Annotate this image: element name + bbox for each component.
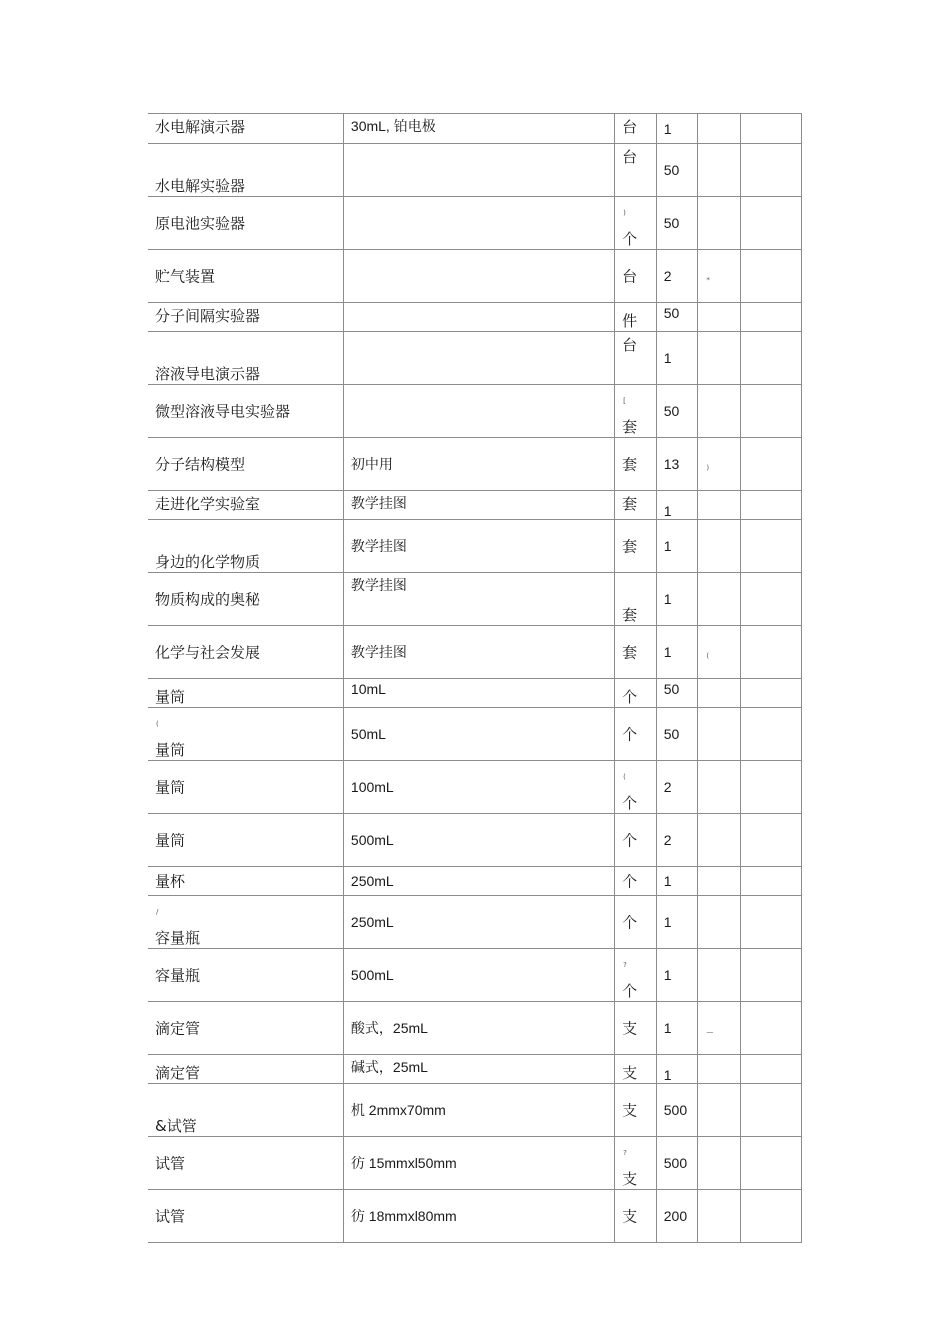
qty-text: 2: [663, 832, 672, 848]
cell-spec: [343, 626, 614, 679]
cell-blank: [698, 332, 741, 385]
cell-spec: [343, 520, 614, 573]
cell-unit: [615, 679, 657, 708]
cell-name: [148, 197, 343, 250]
scan-mark: ?: [623, 961, 627, 969]
spec-text: 100mL: [350, 779, 394, 795]
name-text: 滴定管: [155, 1064, 201, 1082]
cell-name: [148, 303, 343, 332]
table-row: [148, 1137, 802, 1190]
cell-unit: [615, 250, 657, 303]
qty-text: 2: [663, 779, 672, 795]
cell-qty: [656, 949, 698, 1002]
cell-blank: [741, 520, 802, 573]
table-row: [148, 679, 802, 708]
qty-text: 1: [663, 1067, 672, 1083]
cell-name: [148, 438, 343, 491]
cell-unit: [615, 1002, 657, 1055]
cell-blank: [698, 520, 741, 573]
cell-blank: [741, 949, 802, 1002]
cell-blank: [741, 114, 802, 144]
qty-text: 500: [663, 1155, 688, 1171]
scan-mark: (: [156, 720, 159, 728]
qty-text: 50: [663, 681, 680, 697]
name-text: 物质构成的奥秘: [155, 590, 261, 609]
cell-unit: [615, 867, 657, 896]
cell-name: [148, 626, 343, 679]
spec-text: 50mL: [350, 726, 386, 742]
cell-blank: [698, 491, 741, 520]
unit-text: 个: [622, 982, 638, 1000]
qty-text: 2: [663, 268, 672, 284]
cell-unit: [615, 708, 657, 761]
table-row: [148, 1190, 802, 1243]
table-row: [148, 761, 802, 814]
cell-blank: [741, 332, 802, 385]
cell-spec: [343, 708, 614, 761]
unit-text: 台: [622, 148, 638, 166]
cell-name: [148, 949, 343, 1002]
unit-text: 台: [622, 118, 638, 136]
cell-blank: [741, 708, 802, 761]
cell-spec: [343, 1190, 614, 1243]
cell-blank: [698, 814, 741, 867]
cell-spec: [343, 896, 614, 949]
name-text: 分子结构模型: [155, 455, 246, 474]
unit-text: 套: [622, 418, 638, 436]
name-text: 水电解演示器: [155, 118, 246, 136]
cell-blank: [698, 197, 741, 250]
cell-spec: [343, 385, 614, 438]
name-text: 溶液导电演示器: [155, 365, 261, 383]
name-text: 量筒: [155, 741, 186, 759]
cell-unit: [615, 303, 657, 332]
spec-text: 彷 15mmxl50mm: [350, 1155, 457, 1171]
cell-blank: [741, 303, 802, 332]
cell-unit: [615, 520, 657, 573]
unit-text: 支: [622, 1019, 638, 1038]
cell-spec: [343, 1137, 614, 1190]
cell-name: [148, 708, 343, 761]
cell-unit: [615, 144, 657, 197]
scan-mark: *: [706, 276, 710, 284]
spec-text: 教学挂图: [350, 495, 407, 511]
qty-text: 1: [663, 503, 672, 519]
unit-text: 支: [622, 1101, 638, 1120]
table-row: [148, 491, 802, 520]
cell-spec: [343, 250, 614, 303]
name-text: 化学与社会发展: [155, 643, 261, 662]
cell-qty: [656, 144, 698, 197]
cell-name: [148, 250, 343, 303]
cell-blank: [741, 626, 802, 679]
scan-mark: /: [156, 908, 159, 916]
cell-blank: [698, 1055, 741, 1084]
cell-qty: [656, 1190, 698, 1243]
unit-text: 套: [622, 643, 638, 662]
cell-blank: [741, 250, 802, 303]
cell-blank: [698, 438, 741, 491]
cell-name: [148, 1084, 343, 1137]
name-text: 微型溶液导电实验器: [155, 402, 291, 421]
table-row: [148, 114, 802, 144]
table-row: [148, 814, 802, 867]
cell-blank: [741, 896, 802, 949]
spec-text: 彷 18mmxl80mm: [350, 1208, 457, 1224]
spec-text: 初中用: [350, 456, 393, 472]
unit-text: 个: [622, 913, 638, 932]
spec-text: 酸式，25mL: [350, 1020, 428, 1036]
cell-blank: [698, 385, 741, 438]
cell-spec: [343, 303, 614, 332]
qty-text: 1: [663, 1020, 672, 1036]
qty-text: 50: [663, 215, 680, 231]
cell-blank: [741, 679, 802, 708]
cell-blank: [741, 491, 802, 520]
name-text: 原电池实验器: [155, 214, 246, 233]
spec-text: 教学挂图: [350, 577, 407, 593]
table-row: [148, 1002, 802, 1055]
unit-text: 个: [622, 230, 638, 248]
cell-spec: [343, 144, 614, 197]
name-text: 量杯: [155, 872, 186, 891]
cell-blank: [741, 1137, 802, 1190]
cell-qty: [656, 679, 698, 708]
qty-text: 50: [663, 726, 680, 742]
spec-text: 机 2mmx70mm: [350, 1102, 446, 1118]
cell-name: [148, 1002, 343, 1055]
scan-mark: —: [706, 1028, 714, 1036]
cell-spec: [343, 761, 614, 814]
spec-text: 10mL: [350, 681, 386, 697]
cell-qty: [656, 1055, 698, 1084]
qty-text: 1: [663, 120, 672, 137]
name-text: 量筒: [155, 831, 186, 850]
spec-text: 250mL: [350, 914, 394, 930]
cell-unit: [615, 896, 657, 949]
spec-text: 500mL: [350, 967, 394, 983]
table-row: [148, 573, 802, 626]
cell-blank: [698, 679, 741, 708]
cell-qty: [656, 573, 698, 626]
spec-text: 碱式，25mL: [350, 1059, 428, 1075]
qty-text: 13: [663, 456, 680, 472]
cell-blank: [741, 814, 802, 867]
cell-blank: [741, 1055, 802, 1084]
cell-spec: [343, 438, 614, 491]
cell-blank: [698, 144, 741, 197]
spec-text: 教学挂图: [350, 538, 407, 554]
cell-qty: [656, 1002, 698, 1055]
table-row: [148, 332, 802, 385]
unit-text: 套: [622, 455, 638, 474]
cell-blank: [698, 1002, 741, 1055]
cell-name: [148, 385, 343, 438]
unit-text: 件: [622, 312, 638, 330]
cell-blank: [741, 197, 802, 250]
unit-text: 台: [622, 267, 638, 286]
table-row: [148, 250, 802, 303]
cell-unit: [615, 626, 657, 679]
cell-unit: [615, 1055, 657, 1084]
cell-name: [148, 573, 343, 626]
cell-name: [148, 679, 343, 708]
scan-mark: [: [623, 397, 626, 405]
cell-qty: [656, 385, 698, 438]
name-text: 身边的化学物质: [155, 553, 261, 571]
qty-text: 1: [663, 538, 672, 554]
cell-qty: [656, 491, 698, 520]
unit-text: 套: [622, 606, 638, 624]
cell-qty: [656, 332, 698, 385]
table-row: [148, 708, 802, 761]
cell-unit: [615, 1084, 657, 1137]
cell-qty: [656, 197, 698, 250]
cell-qty: [656, 303, 698, 332]
cell-unit: [615, 573, 657, 626]
cell-unit: [615, 114, 657, 144]
cell-qty: [656, 708, 698, 761]
cell-qty: [656, 896, 698, 949]
cell-blank: [698, 1084, 741, 1137]
spec-text: 教学挂图: [350, 644, 407, 660]
cell-name: [148, 761, 343, 814]
scan-mark: ?: [623, 1149, 627, 1157]
cell-qty: [656, 867, 698, 896]
name-text: 贮气装置: [155, 267, 216, 286]
qty-text: 1: [663, 350, 672, 366]
cell-blank: [741, 761, 802, 814]
cell-unit: [615, 1190, 657, 1243]
cell-name: [148, 896, 343, 949]
unit-text: 个: [622, 794, 638, 812]
cell-unit: [615, 438, 657, 491]
spec-text: 30mL, 铂电极: [350, 118, 436, 134]
cell-name: [148, 114, 343, 144]
cell-unit: [615, 197, 657, 250]
qty-text: 50: [663, 305, 680, 321]
spec-text: 250mL: [350, 873, 394, 889]
scan-mark: (: [706, 652, 710, 660]
qty-text: 1: [663, 967, 672, 983]
cell-blank: [698, 114, 741, 144]
table-row: [148, 197, 802, 250]
cell-name: [148, 144, 343, 197]
qty-text: 200: [663, 1208, 688, 1224]
cell-spec: [343, 114, 614, 144]
cell-blank: [698, 949, 741, 1002]
qty-text: 1: [663, 914, 672, 930]
cell-blank: [741, 385, 802, 438]
cell-blank: [698, 1190, 741, 1243]
table-row: [148, 303, 802, 332]
cell-name: [148, 332, 343, 385]
cell-name: [148, 867, 343, 896]
name-text: 试管: [155, 1207, 186, 1226]
cell-spec: [343, 491, 614, 520]
table-row: [148, 438, 802, 491]
cell-blank: [698, 626, 741, 679]
name-text: 滴定管: [155, 1019, 201, 1038]
cell-spec: [343, 1084, 614, 1137]
unit-text: 个: [622, 831, 638, 850]
cell-qty: [656, 438, 698, 491]
cell-blank: [741, 1002, 802, 1055]
unit-text: 个: [622, 688, 638, 706]
cell-qty: [656, 520, 698, 573]
cell-unit: [615, 949, 657, 1002]
unit-text: 套: [622, 495, 638, 513]
unit-text: 个: [622, 872, 638, 891]
qty-text: 1: [663, 591, 672, 607]
table-row: [148, 626, 802, 679]
cell-qty: [656, 814, 698, 867]
table-row: [148, 1055, 802, 1084]
spec-text: 500mL: [350, 832, 394, 848]
name-text: 分子间隔实验器: [155, 307, 261, 325]
qty-text: 50: [663, 403, 680, 419]
unit-text: 支: [622, 1207, 638, 1226]
cell-spec: [343, 1055, 614, 1084]
cell-blank: [741, 438, 802, 491]
cell-unit: [615, 1137, 657, 1190]
cell-spec: [343, 573, 614, 626]
cell-blank: [698, 250, 741, 303]
name-text: 容量瓶: [155, 929, 201, 947]
table-row: [148, 949, 802, 1002]
cell-name: [148, 1055, 343, 1084]
cell-blank: [698, 573, 741, 626]
unit-text: 支: [622, 1170, 638, 1188]
cell-qty: [656, 761, 698, 814]
table-row: [148, 1084, 802, 1137]
cell-qty: [656, 114, 698, 144]
cell-spec: [343, 197, 614, 250]
table-row: [148, 520, 802, 573]
cell-blank: [741, 867, 802, 896]
cell-name: [148, 491, 343, 520]
cell-spec: [343, 814, 614, 867]
equipment-table: [148, 113, 802, 1243]
scan-mark: ): [623, 209, 626, 217]
table-row: [148, 385, 802, 438]
table-row: [148, 896, 802, 949]
cell-unit: [615, 761, 657, 814]
cell-blank: [698, 1137, 741, 1190]
name-text: 容量瓶: [155, 966, 201, 985]
name-text: 量筒: [155, 688, 186, 706]
name-text: &试管: [155, 1117, 197, 1135]
cell-blank: [698, 867, 741, 896]
qty-text: 1: [663, 873, 672, 889]
table-row: [148, 144, 802, 197]
cell-unit: [615, 491, 657, 520]
cell-blank: [741, 1190, 802, 1243]
scan-mark: ): [706, 464, 710, 472]
cell-spec: [343, 332, 614, 385]
unit-text: 套: [622, 537, 638, 556]
cell-spec: [343, 867, 614, 896]
name-text: 试管: [155, 1154, 186, 1173]
cell-name: [148, 1137, 343, 1190]
cell-qty: [656, 250, 698, 303]
cell-spec: [343, 679, 614, 708]
cell-blank: [698, 303, 741, 332]
name-text: 水电解实验器: [155, 177, 246, 195]
cell-blank: [698, 896, 741, 949]
cell-name: [148, 1190, 343, 1243]
cell-name: [148, 520, 343, 573]
cell-spec: [343, 1002, 614, 1055]
unit-text: 台: [622, 336, 638, 354]
cell-unit: [615, 814, 657, 867]
name-text: 量筒: [155, 778, 186, 797]
cell-qty: [656, 1084, 698, 1137]
cell-blank: [741, 1084, 802, 1137]
cell-unit: [615, 332, 657, 385]
qty-text: 500: [663, 1102, 688, 1118]
qty-text: 1: [663, 644, 672, 660]
cell-qty: [656, 626, 698, 679]
cell-blank: [741, 144, 802, 197]
qty-text: 50: [663, 162, 680, 178]
name-text: 走进化学实验室: [155, 495, 261, 513]
cell-qty: [656, 1137, 698, 1190]
unit-text: 支: [622, 1064, 638, 1082]
cell-spec: [343, 949, 614, 1002]
unit-text: 个: [622, 725, 638, 744]
cell-blank: [698, 761, 741, 814]
scan-mark: (: [623, 773, 626, 781]
cell-name: [148, 814, 343, 867]
cell-unit: [615, 385, 657, 438]
cell-blank: [741, 573, 802, 626]
table-row: [148, 867, 802, 896]
cell-blank: [698, 708, 741, 761]
